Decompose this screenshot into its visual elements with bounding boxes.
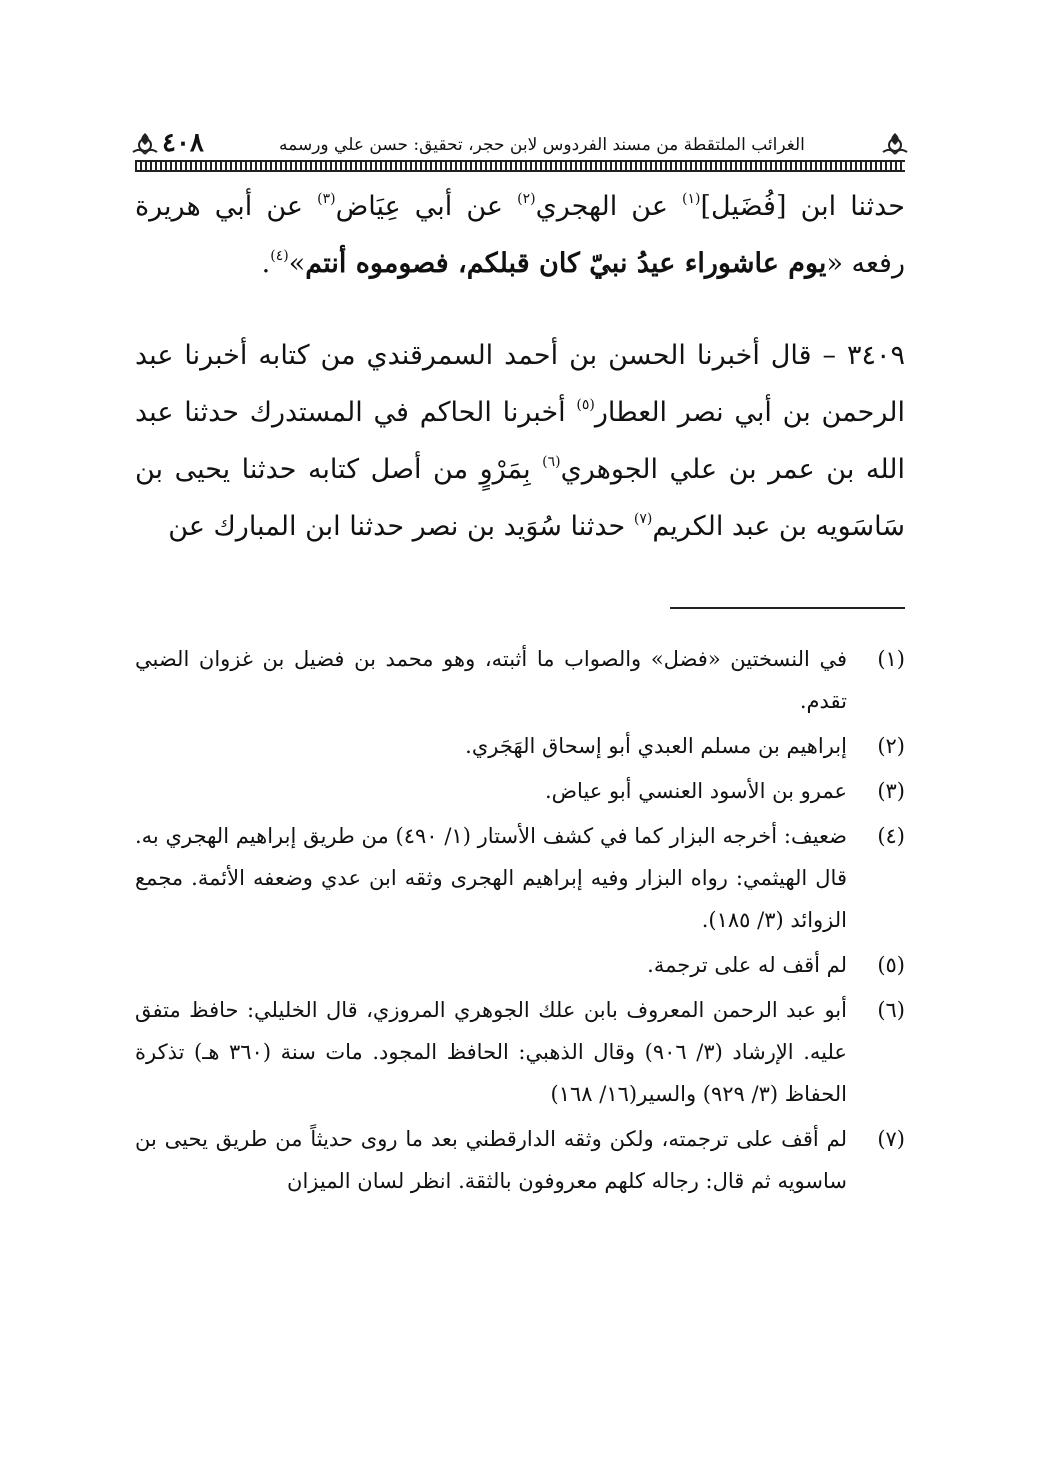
footnote-ref[interactable]: (٢) (517, 191, 536, 207)
text-run: أخبرنا الحاكم في المستدرك حدثنا عبد الله بن عمر بن علي الجوهري (135, 397, 905, 485)
hadith-matn: يوم عاشوراء عيدُ نبيّ كان قبلكم، فصوموه أنتم (305, 248, 827, 279)
footnotes (135, 638, 905, 1205)
text-run: ٣٤٠٩ – قال أخبرنا الحسن بن أحمد السمرقندي من كتابه أخبرنا عبد الرحمن بن أبي نصر العطار (135, 340, 905, 428)
text-run: » (288, 248, 306, 279)
footnote-ref[interactable]: (٥) (576, 397, 595, 413)
footnote-number: (٥) (877, 953, 905, 977)
footnote-text: ضعيف: أخرجه البزار كما في كشف الأستار (١/ ٤٩٠) من طريق إبراهيم الهجري به. قال الهيثمي: رواه البزار وفيه إبراهيم الهجرى وثقه ابن عدي وضعفه الأئمة. مجمع الزوائد (٣/ ١٨٥). (135, 824, 847, 932)
footnote-number: (٦) (877, 998, 905, 1022)
running-title: الغرائب الملتقطة من مسند الفردوس لابن حجر، تحقيق: حسن علي ورسمه (279, 135, 805, 155)
text-run: عن أبي عِيَاض (335, 191, 518, 222)
footnote (135, 815, 905, 941)
page-number: ٤٠٨ (162, 128, 204, 158)
text-run: عن أبي هريرة رفعه « (135, 191, 905, 279)
hadith-paragraph (135, 178, 905, 292)
text-run: حدثنا ابن [فُضَيل] (700, 191, 905, 222)
footnote-number: (٤) (877, 824, 905, 848)
footnote-ref[interactable]: (٣) (317, 191, 336, 207)
footnote-separator (670, 607, 905, 609)
footnote (135, 638, 905, 722)
hadith-paragraph (135, 327, 905, 555)
footnote (135, 944, 905, 986)
footnote-text: لم أقف على ترجمته، ولكن وثقه الدارقطني بعد ما روى حديثاً من طريق يحيى بن ساسويه ثم قال: رجاله كلهم معروفون بالثقة. انظر لسان الميزان (135, 1127, 847, 1193)
footnote-text: عمرو بن الأسود العنسي أبو عياض. (544, 779, 847, 803)
footnote-text: في النسختين «فضل» والصواب ما أثبته، وهو محمد بن فضيل بن غزوان الضبي تقدم. (135, 647, 847, 713)
floral-ornament-icon (880, 130, 910, 160)
text-run: . (261, 248, 271, 279)
page-header (130, 120, 910, 160)
text-run: عن الهجري (535, 191, 683, 222)
footnote-ref[interactable]: (٦) (542, 454, 561, 470)
footnote-number: (٣) (877, 779, 905, 803)
main-text (135, 178, 905, 555)
footnote-text: لم أقف له على ترجمة. (647, 953, 847, 977)
header-rule (135, 160, 905, 172)
footnote-ref[interactable]: (١) (682, 191, 701, 207)
footnote-text: إبراهيم بن مسلم العبدي أبو إسحاق الهَجَري. (465, 734, 847, 758)
footnote-ref[interactable]: (٧) (633, 511, 653, 527)
text-run: حدثنا سُوَيد بن نصر حدثنا ابن المبارك عن (168, 511, 634, 542)
footnote-number: (٧) (877, 1127, 905, 1151)
footnote-text: أبو عبد الرحمن المعروف بابن علك الجوهري المروزي، قال الخليلي: حافظ متفق عليه. الإرشاد (٣/ ٩٠٦) وقال الذهبي: الحافظ المجود. مات سنة (٣٦٠ هـ) تذكرة الحفاظ (٣/ ٩٢٩) والسير(١٦/ ١٦٨) (135, 998, 847, 1106)
footnote (135, 770, 905, 812)
floral-ornament-icon (130, 130, 160, 160)
footnote (135, 725, 905, 767)
footnote (135, 1118, 905, 1202)
footnote-ref[interactable]: (٤) (270, 248, 289, 264)
footnote (135, 989, 905, 1115)
footnote-number: (٢) (877, 734, 905, 758)
text-run: بِمَرْوٍ من أصل كتابه حدثنا يحيى بن سَاسَويه بن عبد الكريم (135, 454, 905, 542)
footnote-number: (١) (877, 647, 905, 671)
